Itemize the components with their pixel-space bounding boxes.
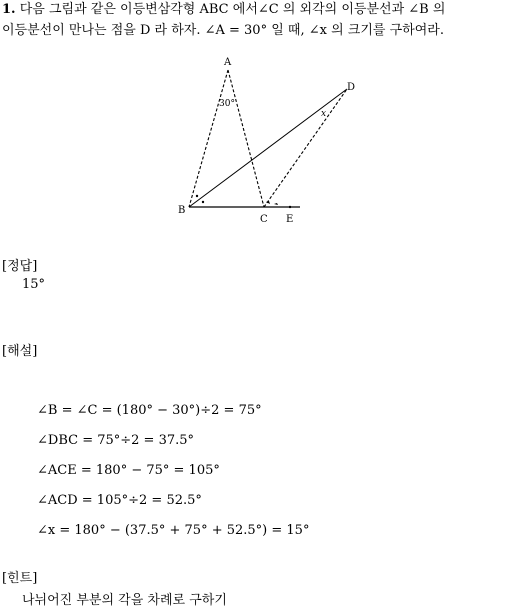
angle-mark-B2 (202, 201, 204, 203)
label-angle-A: 30° (219, 99, 235, 109)
answer-heading: [정답] (2, 259, 38, 274)
angle-mark-C2 (274, 203, 278, 205)
solution-line: ∠x = 180° − (37.5° + 75° + 52.5°) = 15° (37, 523, 310, 538)
label-C: C (260, 214, 268, 225)
solution-line: ∠DBC = 75°÷2 = 37.5° (37, 433, 195, 448)
solution-line: ∠ACE = 180° − 75° = 105° (37, 463, 220, 478)
question-number: 1. (2, 2, 16, 17)
question-line-2: 이등분선이 만나는 점을 D 라 하자. ∠A = 30° 일 때, ∠x 의 크기를 구하여라. (2, 23, 444, 38)
bisector-BD (189, 89, 347, 207)
point-E-mark (289, 206, 291, 208)
label-A: A (224, 57, 232, 68)
side-AC (228, 70, 264, 207)
angle-mark-B1 (196, 195, 198, 197)
side-AB (189, 70, 228, 207)
solution-line: ∠B = ∠C = (180° − 30°)÷2 = 75° (37, 403, 262, 418)
label-D: D (347, 82, 356, 93)
label-B: B (178, 205, 186, 216)
question-text-1: 다음 그림과 같은 이등변삼각형 ABC 에서∠C 의 외각의 이등분선과 ∠B 의 (19, 2, 446, 17)
label-angle-x: x (321, 109, 327, 119)
solution-heading: [해설] (2, 344, 38, 359)
bisector-CD (264, 89, 347, 207)
solution-line: ∠ACD = 105°÷2 = 52.5° (37, 493, 202, 508)
answer-value: 15° (22, 277, 46, 292)
hint-text: 나뉘어진 부분의 각을 차례로 구하기 (22, 593, 227, 608)
hint-heading: [힌트] (2, 571, 38, 586)
label-E: E (286, 214, 294, 225)
